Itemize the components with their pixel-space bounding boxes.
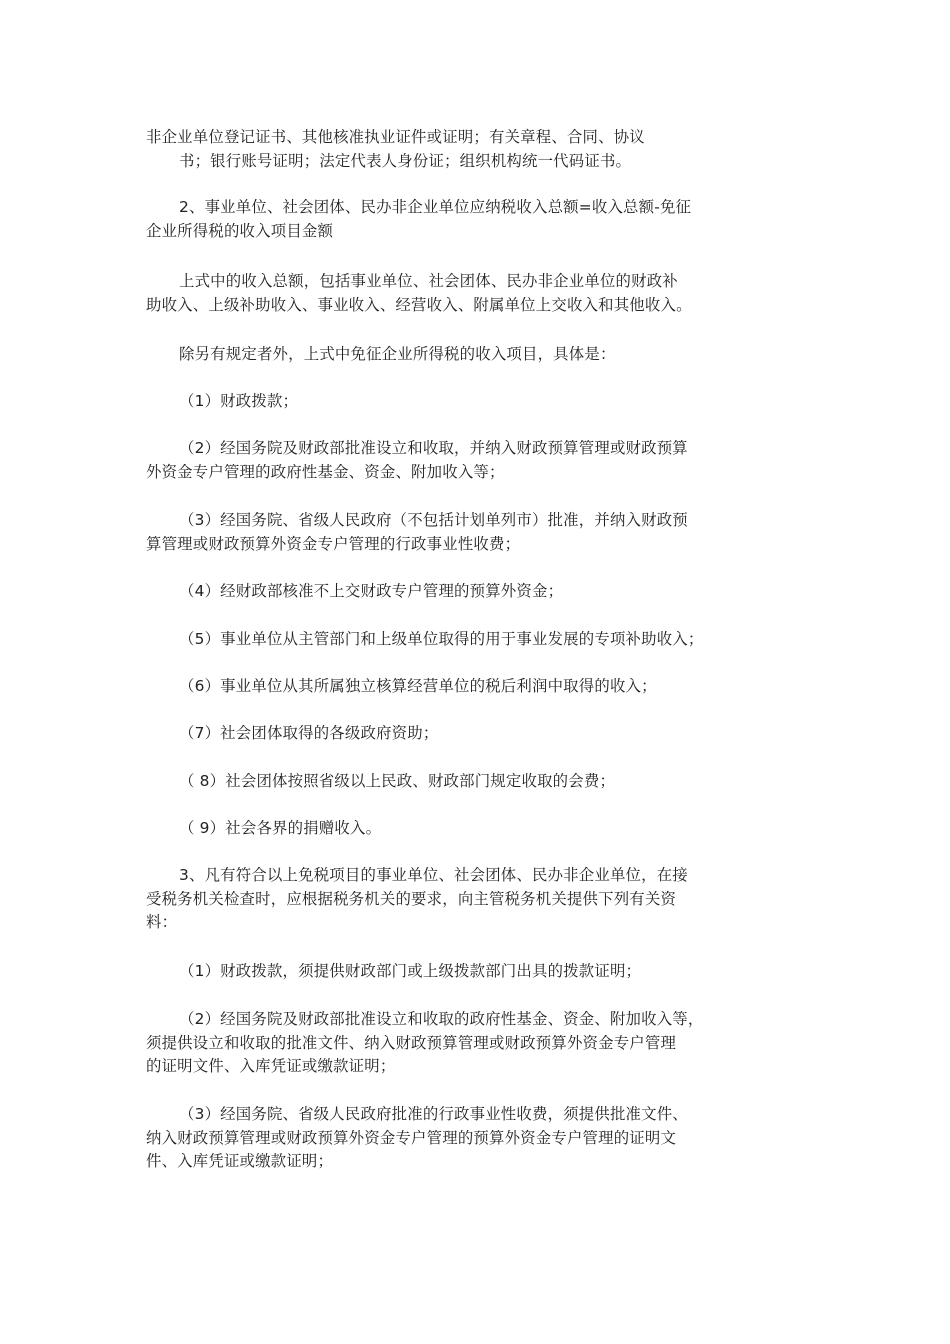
paragraph-exempt-items-intro	[146, 343, 811, 367]
paragraph-total-income	[146, 270, 811, 317]
text-line: （1）财政拨款，须提供财政部门或上级拨款部门出具的拨款证明；	[179, 962, 642, 980]
text-line: 企业所得税的收入项目金额	[146, 221, 334, 240]
list-item-exempt-2	[146, 437, 811, 484]
text-line: 外资金专户管理的政府性基金、资金、附加收入等；	[146, 462, 505, 481]
list-item-exempt-7	[146, 722, 811, 746]
text-line: 受税务机关检查时，应根据税务机关的要求，向主管税务机关提供下列有关资	[146, 889, 677, 908]
text-line: 须提供设立和收取的批准文件、纳入财政预算管理或财政预算外资金专户管理	[146, 1033, 677, 1052]
paragraph-registration-docs	[146, 126, 811, 173]
list-item-material-1	[146, 960, 811, 984]
list-item-exempt-3	[146, 509, 811, 556]
text-line: 2、事业单位、社会团体、民办非企业单位应纳税收入总额=收入总额-免征	[179, 198, 692, 216]
list-item-exempt-9	[146, 817, 811, 841]
list-item-exempt-6	[146, 675, 811, 699]
text-line: 3、凡有符合以上免税项目的事业单位、社会团体、民办非企业单位，在接	[179, 866, 688, 884]
text-line: （ 8）社会团体按照省级以上民政、财政部门规定收取的会费；	[179, 772, 616, 790]
paragraph-taxable-income-formula	[146, 196, 811, 243]
text-line: 非企业单位登记证书、其他核准执业证件或证明；有关章程、合同、协议	[146, 128, 645, 146]
list-item-exempt-5	[146, 628, 811, 652]
text-line: （3）经国务院、省级人民政府批准的行政事业性收费，须提供批准文件、	[179, 1105, 688, 1123]
text-line: 算管理或财政预算外资金专户管理的行政事业性收费；	[146, 534, 521, 553]
text-line: （6）事业单位从其所属独立核算经营单位的税后利润中取得的收入；	[179, 677, 657, 695]
text-line: （1）财政拨款；	[179, 392, 299, 410]
text-line: （7）社会团体取得的各级政府资助；	[179, 724, 439, 742]
text-line: 书；银行账号证明；法定代表人身份证；组织机构统一代码证书。	[179, 151, 632, 170]
text-line: 料：	[146, 913, 178, 931]
text-line: （5）事业单位从主管部门和上级单位取得的用于事业发展的专项补助收入；	[179, 630, 704, 648]
text-line: （2）经国务院及财政部批准设立和收取，并纳入财政预算管理或财政预算	[179, 439, 688, 457]
text-line: （ 9）社会各界的捐赠收入。	[179, 819, 382, 837]
text-line: 纳入财政预算管理或财政预算外资金专户管理的预算外资金专户管理的证明文	[146, 1128, 677, 1147]
list-item-material-3	[146, 1103, 811, 1174]
text-line: （2）经国务院及财政部批准设立和收取的政府性基金、资金、附加收入等，	[179, 1010, 704, 1028]
text-line: 的证明文件、入库凭证或缴款证明；	[146, 1057, 396, 1075]
paragraph-required-materials	[146, 864, 811, 935]
list-item-exempt-1	[146, 390, 811, 414]
text-line: 件、入库凭证或缴款证明；	[146, 1152, 334, 1170]
list-item-exempt-8	[146, 770, 811, 794]
list-item-material-2	[146, 1008, 811, 1079]
text-line: （4）经财政部核准不上交财政专户管理的预算外资金；	[179, 582, 564, 600]
list-item-exempt-4	[146, 580, 811, 604]
text-line: 上式中的收入总额，包括事业单位、社会团体、民办非企业单位的财政补	[179, 272, 678, 290]
text-line: 除另有规定者外，上式中免征企业所得税的收入项目，具体是：	[179, 345, 616, 363]
text-line: 助收入、上级补助收入、事业收入、经营收入、附属单位上交收入和其他收入。	[146, 295, 692, 314]
text-line: （3）经国务院、省级人民政府（不包括计划单列市）批准，并纳入财政预	[179, 511, 688, 529]
